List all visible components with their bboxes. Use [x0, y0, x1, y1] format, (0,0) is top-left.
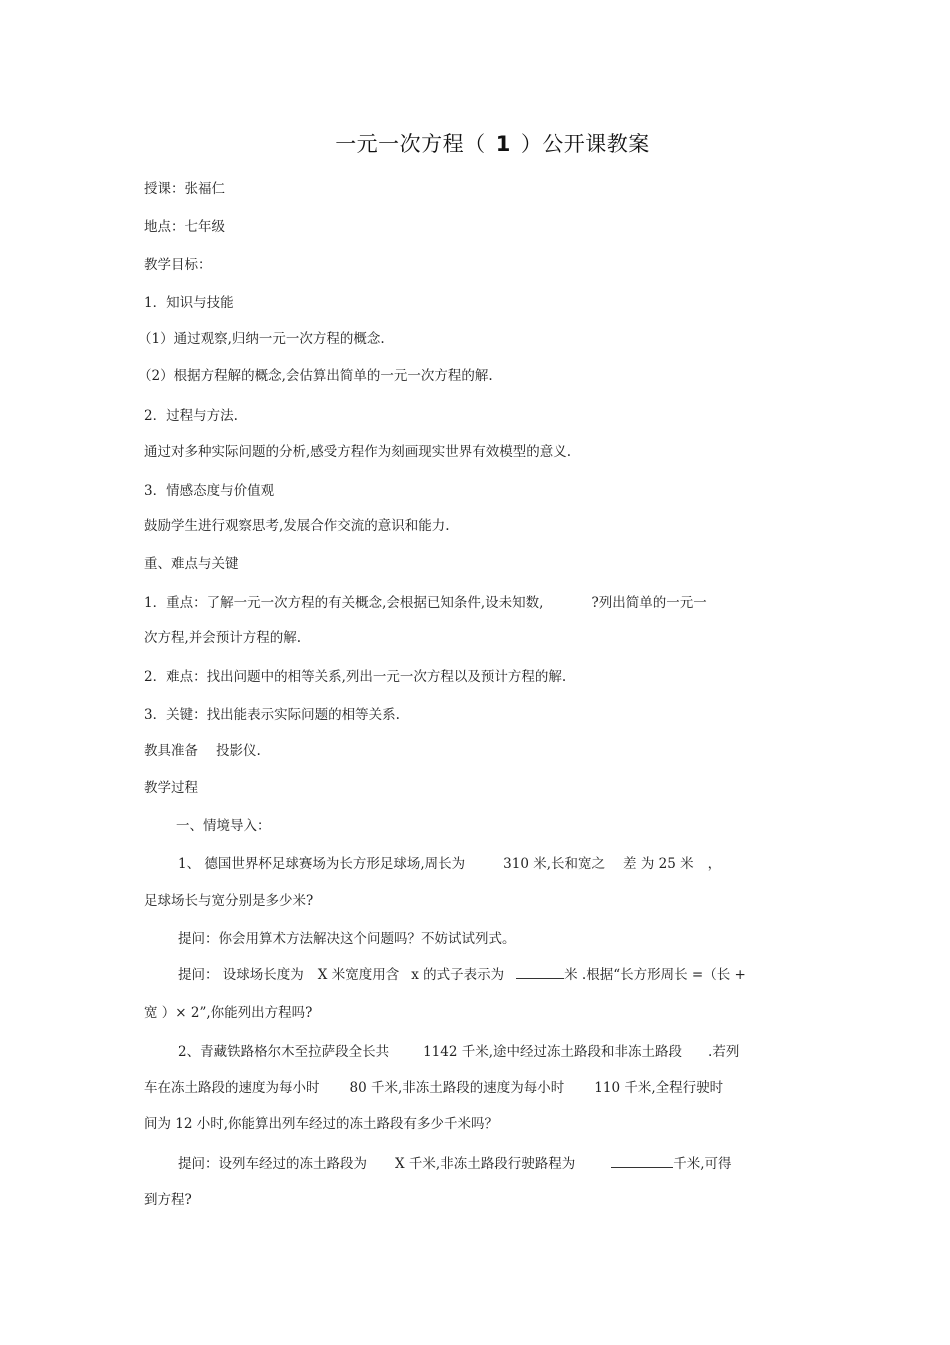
objective-1-item-2: （2）根据方程解的概念,会估算出简单的一元一次方程的解. [138, 368, 493, 384]
problem-2-text-c: .若列 [708, 1044, 740, 1060]
keypoint-1-line-1 [144, 591, 707, 611]
teacher-line: 授课：张福仁 [144, 181, 225, 197]
question-3-text-a: 提问：设列车经过的冻土路段为 [178, 1156, 367, 1172]
objective-3-text: 鼓励学生进行观察思考,发展合作交流的意识和能力. [144, 518, 450, 534]
problem-2-line-2 [144, 1076, 723, 1096]
objective-1-heading: 1．知识与技能 [144, 295, 234, 311]
title-prefix: 一元一次方程（ [335, 132, 486, 156]
question-2-text-b: X 米宽度用含 [317, 967, 400, 983]
keypoints-heading: 重、难点与关键 [144, 556, 239, 572]
problem-2-line-1 [178, 1040, 739, 1060]
question-2-line-1 [178, 963, 746, 983]
title-suffix: ）公开课教案 [520, 132, 650, 156]
objective-1-item-1: （1）通过观察,归纳一元一次方程的概念. [138, 331, 385, 347]
answer-blank [516, 966, 564, 979]
keypoint-1-line-2: 次方程,并会预计方程的解. [144, 630, 302, 646]
problem-1-text-d: ， [707, 856, 722, 872]
problem-1-line-1 [178, 852, 721, 872]
question-2-text-c: x 的式子表示为 [411, 967, 505, 983]
process-heading: 教学过程 [144, 780, 198, 796]
title-number: 1 [495, 132, 511, 156]
problem-1-text-b: 310 米,长和宽之 [503, 856, 606, 872]
keypoint-3: 3．关键：找出能表示实际问题的相等关系. [144, 707, 400, 723]
document-title [0, 128, 950, 158]
objective-2-heading: 2．过程与方法. [144, 408, 238, 424]
objective-3-heading: 3．情感态度与价值观 [144, 483, 275, 499]
question-3-line-1 [178, 1152, 732, 1172]
problem-2-text-f: 110 千米,全程行驶时 [594, 1080, 724, 1096]
objective-2-text: 通过对多种实际问题的分析,感受方程作为刻画现实世界有效模型的意义. [144, 444, 572, 460]
question-3-line-2: 到方程? [144, 1192, 192, 1208]
keypoint-1-text-b: ?列出简单的一元一 [591, 595, 707, 611]
problem-1-text-a: 1、 德国世界杯足球赛场为长方形足球场,周长为 [178, 856, 466, 872]
problem-1-line-2: 足球场长与宽分别是多少米? [144, 893, 314, 909]
tools-value: 投影仪. [216, 743, 261, 759]
place-line: 地点：七年级 [144, 219, 225, 235]
problem-1-text-c: 差 为 25 米 [623, 856, 694, 872]
answer-blank-2 [611, 1155, 673, 1168]
problem-2-text-a: 2、青藏铁路格尔木至拉萨段全长共 [178, 1044, 390, 1060]
question-3-text-c: 千米,可得 [673, 1156, 732, 1172]
question-2-line-2: 宽 ）× 2”,你能列出方程吗? [144, 1005, 313, 1021]
tools-line [144, 739, 261, 759]
problem-2-line-3: 间为 12 小时,你能算出列车经过的冻土路段有多少千米吗？ [144, 1116, 499, 1132]
keypoint-2: 2．难点：找出问题中的相等关系,列出一元一次方程以及预计方程的解. [144, 669, 567, 685]
question-1: 提问：你会用算术方法解决这个问题吗？不妨试试列式。 [178, 931, 516, 947]
tools-label: 教具准备 [144, 743, 198, 759]
section-1-heading: 一、情境导入： [176, 818, 271, 834]
problem-2-text-d: 车在冻土路段的速度为每小时 [144, 1080, 320, 1096]
question-2-text-a: 提问： 设球场长度为 [178, 967, 304, 983]
question-3-text-b: X 千米,非冻土路段行驶路程为 [395, 1156, 576, 1172]
question-2-text-d: 米 .根据“长方形周长 =（长 + [564, 967, 746, 983]
problem-2-text-b: 1142 千米,途中经过冻土路段和非冻土路段 [423, 1044, 683, 1060]
keypoint-1-text-a: 1．重点：了解一元一次方程的有关概念,会根据已知条件,设未知数, [144, 595, 544, 611]
problem-2-text-e: 80 千米,非冻土路段的速度为每小时 [349, 1080, 565, 1096]
objectives-heading: 教学目标： [144, 257, 212, 273]
